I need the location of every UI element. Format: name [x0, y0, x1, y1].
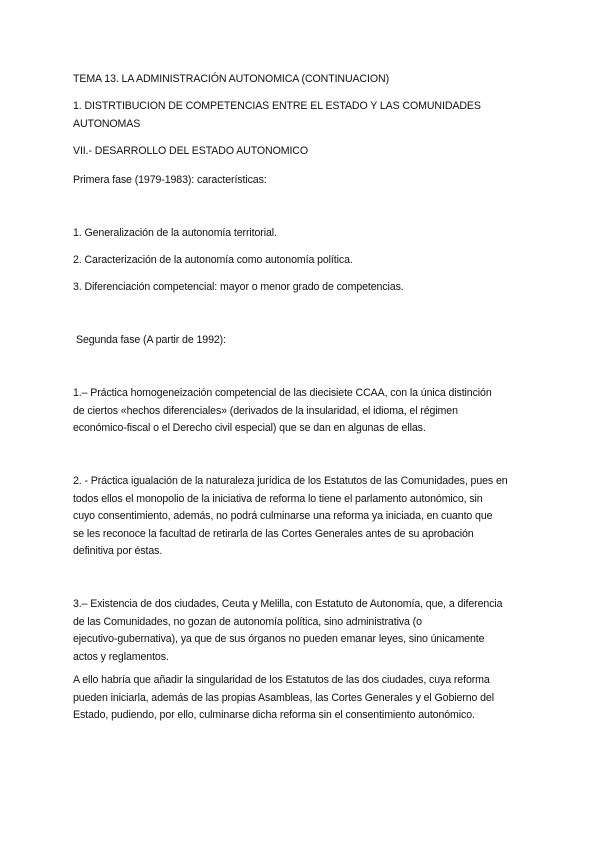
paragraph-line: pueden iniciarla, además de las propias Asambleas, las Cortes Generales y el Gobierno del: [73, 691, 494, 704]
paragraph-line: 1.– Práctica homogeneización competencial de las diecisiete CCAA, con la única distinción: [73, 387, 492, 399]
paragraph-line: económico-fiscal o el Derecho civil especial) que se dan en algunas de ellas.: [73, 422, 426, 434]
paragraph-line: definitiva por éstas.: [73, 545, 163, 557]
paragraph-line: 3.– Existencia de dos ciudades, Ceuta y Melilla, con Estatuto de Autonomía, que, a diferencia: [73, 598, 503, 610]
paragraph-line: A ello habría que añadir la singularidad de los Estatutos de las dos ciudades, cuya reforma: [73, 674, 490, 686]
paragraph-line: Estado, pudiendo, por ello, culminarse dicha reforma sin el consentimiento autonómico.: [73, 709, 475, 721]
phase1-heading: Primera fase (1979-1983): características:: [73, 174, 267, 186]
phase1-item: 3. Diferenciación competencial: mayor o menor grado de competencias.: [73, 281, 404, 293]
phase2-point-3: [73, 596, 543, 666]
section-heading-line: AUTONOMAS: [73, 117, 141, 130]
paragraph-line: ejecutivo-gubernativa), ya que de sus órganos no pueden emanar leyes, sino únicamente: [73, 633, 485, 645]
paragraph-line: 2. - Práctica igualación de la naturaleza jurídica de los Estatutos de las Comunidades, pues en: [73, 475, 508, 487]
document-title: TEMA 13. LA ADMINISTRACIÓN AUTONOMICA (CONTINUACION): [73, 73, 389, 85]
phase2-point-1: [73, 385, 543, 438]
paragraph-line: de ciertos «hechos diferenciales» (derivados de la insularidad, el idioma, el régimen: [73, 404, 458, 417]
subsection-heading: VII.- DESARROLLO DEL ESTADO AUTONOMICO: [73, 145, 308, 157]
section-heading: [73, 98, 543, 133]
phase1-item: 1. Generalización de la autonomía territorial.: [73, 227, 277, 239]
section-heading-line: 1. DISTRTIBUCION DE COMPETENCIAS ENTRE EL ESTADO Y LAS COMUNIDADES: [73, 100, 481, 112]
paragraph-line: de las Comunidades, no gozan de autonomía política, sino administrativa (o: [73, 615, 422, 628]
paragraph-line: se les reconoce la facultad de retirarla de las Cortes Generales antes de su aprobación: [73, 527, 474, 540]
phase2-point-2: [73, 473, 543, 561]
closing-paragraph: [73, 672, 543, 725]
phase2-heading: Segunda fase (A partir de 1992):: [76, 334, 226, 346]
paragraph-line: actos y reglamentos.: [73, 650, 169, 663]
phase1-item: 2. Caracterización de la autonomía como autonomía política.: [73, 254, 353, 266]
paragraph-line: cuyo consentimiento, además, no podrá culminarse una reforma ya iniciada, en cuanto que: [73, 510, 493, 522]
paragraph-line: todos ellos el monopolio de la iniciativa de reforma lo tiene el parlamento autonómico, sin: [73, 492, 483, 505]
